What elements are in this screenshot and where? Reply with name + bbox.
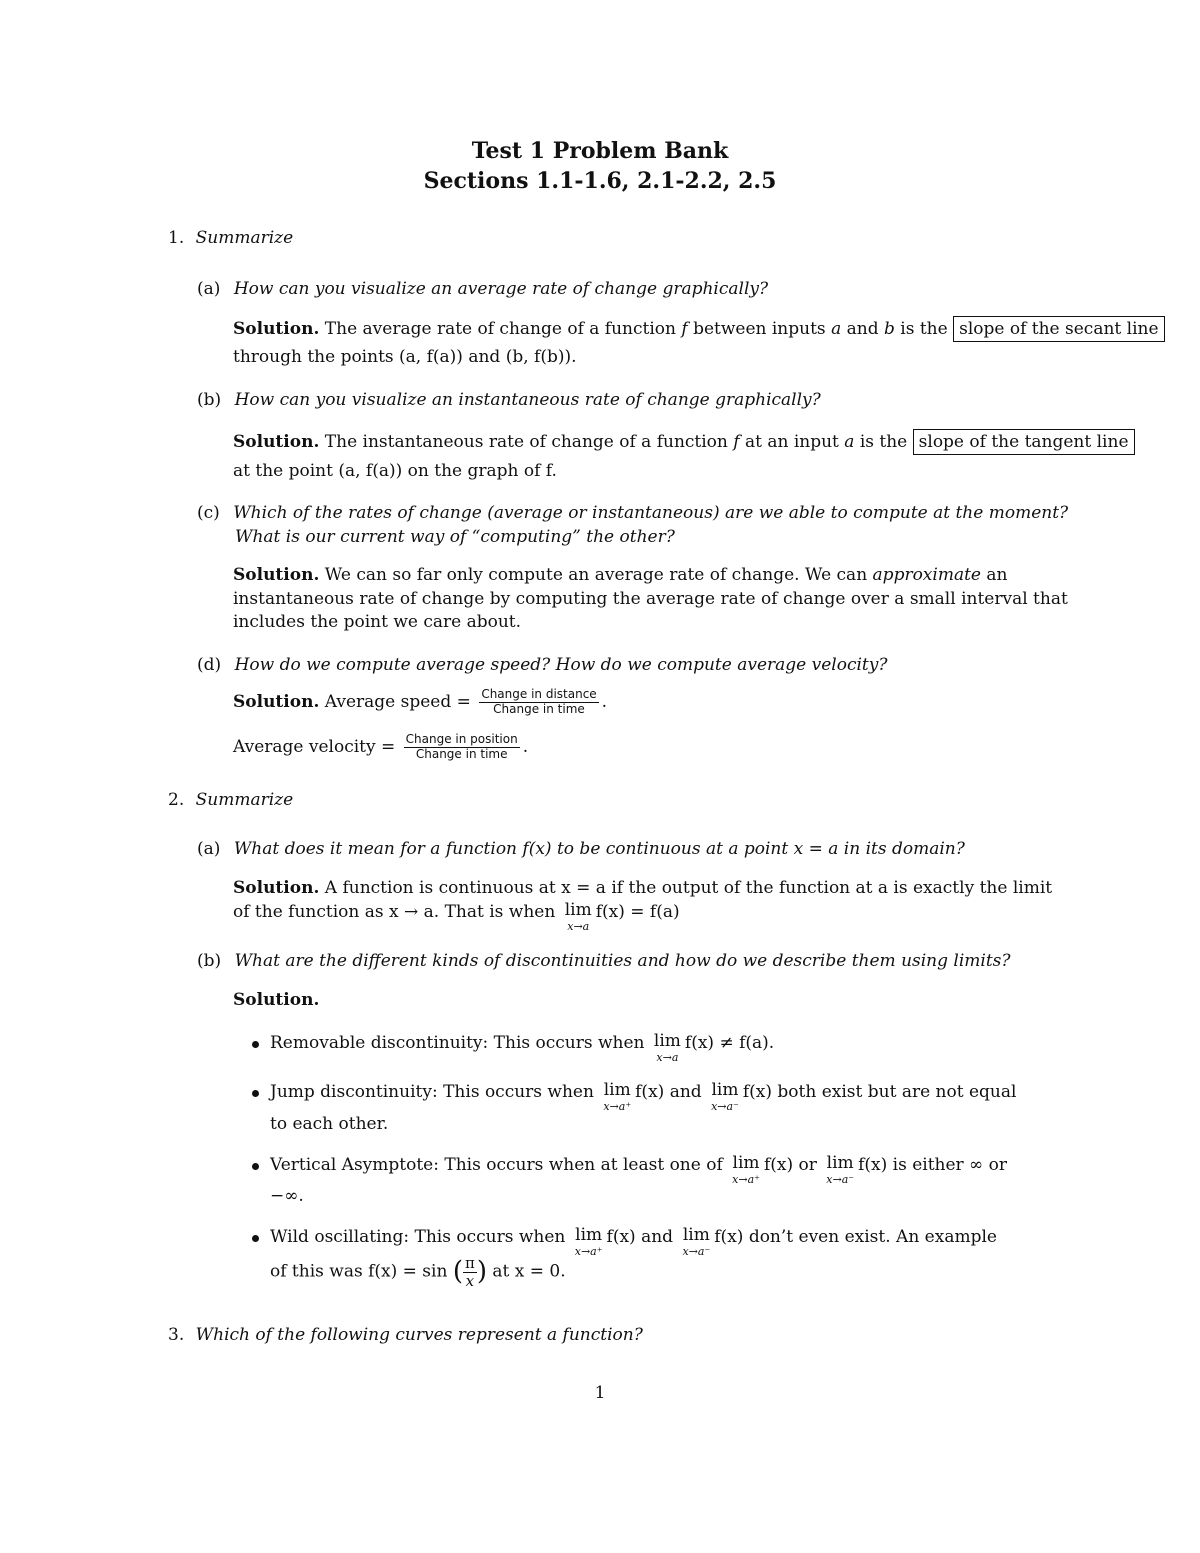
bullet-text: at x = 0. [492, 1261, 566, 1282]
problem-2b-question [197, 951, 1011, 971]
average-velocity-formula: Average velocity = $\frac{\text{Change in position}}{\text{Change in time}}$ . [233, 732, 529, 761]
close-paren: ) [476, 1256, 487, 1287]
page-number: 1 [594, 1383, 606, 1403]
emphasis-text: approximate [872, 565, 981, 585]
fraction-denominator: Change in time [493, 701, 585, 716]
average-speed-formula: Solution. Average speed = $\frac{\text{Change in distance}}{\text{Change in time}}$ . [233, 687, 608, 716]
problem-1b-solution-line1: Solution. The instantaneous rate of change of a function f at an input a is the slope of the tangent line [233, 432, 1135, 452]
bullet-text: f(x) or [763, 1155, 817, 1175]
problem-2-heading [168, 790, 293, 810]
problem-1a-solution-line1: Solution. The average rate of change of a function f between inputs a and b is the slope of the secant line [233, 319, 1165, 339]
speed-fraction [479, 688, 598, 717]
bullet-text: f(x) ≠ f(a). [684, 1033, 775, 1053]
limit-operator [603, 1082, 631, 1112]
solution-text: The instantaneous rate of change of a function [324, 432, 734, 452]
problem-1c-question-line1 [197, 503, 1068, 523]
limit-operator [575, 1227, 603, 1257]
question-text: How can you visualize an instantaneous rate of change graphically? [234, 390, 821, 410]
limit-operator [565, 902, 592, 932]
solution-text: We can so far only compute an average rate of change. We can [324, 565, 873, 585]
part-label: (a) [197, 279, 221, 299]
bullet-icon [252, 1163, 259, 1170]
fraction-numerator: π [464, 1254, 475, 1272]
bullet-icon [252, 1090, 259, 1097]
solution-text: is the [894, 319, 954, 339]
solution-text: at an input [739, 432, 845, 452]
problem-heading: Summarize [195, 790, 294, 810]
removable-discontinuity [270, 1033, 774, 1063]
problem-1b-solution-line2: at the point (a, f(a)) on the graph of f. [233, 461, 557, 481]
solution-text: and [841, 319, 884, 339]
solution-label: Solution. [233, 691, 320, 712]
solution-text: between inputs [687, 319, 832, 339]
limit-operator [826, 1155, 854, 1185]
problem-2a-solution-line1 [233, 878, 1052, 898]
solution-label: Solution. [233, 319, 320, 339]
part-label: (b) [197, 390, 222, 410]
page-title: Test 1 Problem Bank [471, 138, 729, 164]
fraction-numerator: Change in distance [481, 687, 597, 701]
question-text: What are the different kinds of discontinuities and how do we describe them using limits? [234, 951, 1011, 971]
problem-1c-solution-line2: instantaneous rate of change by computing the average rate of change over a small interval that [233, 589, 1068, 609]
lim-word: lim [826, 1153, 854, 1173]
solution-text: A function is continuous at x = a if the output of the function at a is exactly the limit [324, 878, 1053, 898]
problem-1d-question [197, 655, 887, 675]
bullet-icon [252, 1235, 259, 1242]
jump-discontinuity-line2: to each other. [270, 1114, 389, 1134]
problem-2b-solution-label: Solution. [233, 990, 320, 1010]
question-text: What does it mean for a function f(x) to be continuous at a point x = a in its domain? [233, 839, 965, 859]
lim-word: lim [732, 1153, 760, 1173]
bullet-icon [252, 1041, 259, 1048]
wild-oscillating [270, 1227, 997, 1257]
limit-operator [711, 1082, 739, 1112]
vertical-asymptote-line2: −∞. [270, 1186, 304, 1206]
jump-discontinuity [270, 1082, 1016, 1112]
question-text: Which of the rates of change (average or instantaneous) are we able to compute at the moment? [233, 503, 1069, 523]
problem-3 [168, 1325, 643, 1345]
formula-label: Average velocity = [233, 736, 396, 757]
problem-1a-question [197, 279, 768, 299]
bullet-text: f(x) is either ∞ or [858, 1155, 1007, 1175]
lim-word: lim [575, 1225, 603, 1245]
bullet-text: f(x) and [606, 1227, 674, 1247]
question-text: How can you visualize an average rate of change graphically? [233, 279, 769, 299]
problem-1-heading [168, 228, 293, 248]
part-label: (a) [197, 839, 221, 859]
bullet-text: Vertical Asymptote: This occurs when at least one of [270, 1155, 723, 1175]
question-text: Which of the following curves represent a function? [195, 1325, 643, 1345]
lim-subscript: x→a⁺ [603, 1100, 632, 1113]
problem-number: 2. [168, 790, 185, 810]
formula-label: Average speed = [324, 691, 471, 712]
limit-operator [732, 1155, 760, 1185]
bullet-text: Removable discontinuity: This occurs when [270, 1033, 645, 1053]
lim-subscript: x→a [656, 1051, 679, 1064]
pi-over-x-fraction [463, 1255, 477, 1289]
problem-1c-question-line2: What is our current way of “computing” the other? [235, 527, 675, 547]
problem-1b-question [197, 390, 821, 410]
lim-subscript: x→a⁻ [682, 1245, 711, 1258]
limit-operator [654, 1033, 681, 1063]
part-label: (c) [197, 503, 220, 523]
page-subtitle: Sections 1.1-1.6, 2.1-2.2, 2.5 [423, 168, 777, 194]
fraction-denominator: Change in time [415, 746, 508, 761]
bullet-text: f(x) and [635, 1082, 702, 1102]
boxed-answer: slope of the tangent line [913, 429, 1135, 455]
fraction-numerator: Change in position [405, 732, 518, 746]
bullet-text: Wild oscillating: This occurs when [270, 1227, 566, 1247]
lim-subscript: x→a⁻ [826, 1173, 855, 1186]
problem-1c-solution-line1 [233, 565, 1007, 585]
problem-heading: Summarize [195, 228, 294, 248]
limit-operator [682, 1227, 710, 1257]
lim-word: lim [653, 1031, 681, 1051]
solution-text: is the [854, 432, 913, 452]
problem-number: 3. [168, 1325, 185, 1345]
lim-word: lim [564, 900, 592, 920]
lim-word: lim [682, 1225, 710, 1245]
solution-text: an [980, 565, 1008, 585]
solution-text: f(x) = f(a) [595, 902, 680, 922]
lim-word: lim [603, 1080, 631, 1100]
part-label: (d) [197, 655, 222, 675]
lim-subscript: x→a⁺ [732, 1173, 760, 1186]
open-paren: ( [452, 1256, 463, 1287]
bullet-text: f(x) don’t even exist. An example [714, 1227, 997, 1247]
bullet-text: of this was f(x) = sin [270, 1261, 448, 1282]
velocity-fraction [404, 733, 520, 762]
problem-2a-solution-line2 [233, 902, 680, 932]
boxed-answer: slope of the secant line [953, 316, 1164, 342]
solution-label: Solution. [233, 432, 320, 452]
solution-label: Solution. [233, 565, 320, 585]
lim-subscript: x→a [567, 920, 590, 933]
vertical-asymptote [270, 1155, 1007, 1185]
problem-1c-solution-line3: includes the point we care about. [233, 612, 522, 632]
solution-text: The average rate of change of a function [324, 319, 682, 339]
bullet-text: Jump discontinuity: This occurs when [270, 1082, 594, 1102]
question-text: How do we compute average speed? How do we compute average velocity? [234, 655, 888, 675]
lim-subscript: x→a⁻ [711, 1100, 739, 1113]
part-label: (b) [197, 951, 222, 971]
lim-subscript: x→a⁺ [574, 1245, 603, 1258]
fraction-denominator: x [465, 1271, 475, 1290]
solution-text: of the function as x → a. That is when [233, 902, 556, 922]
problem-2a-question [197, 839, 965, 859]
bullet-text: f(x) both exist but are not equal [742, 1082, 1017, 1102]
problem-1a-solution-line2: through the points (a, f(a)) and (b, f(b)). [233, 347, 577, 367]
wild-oscillating-line2 [270, 1255, 566, 1289]
problem-number: 1. [168, 228, 185, 248]
lim-word: lim [711, 1080, 739, 1100]
solution-label: Solution. [233, 878, 320, 898]
